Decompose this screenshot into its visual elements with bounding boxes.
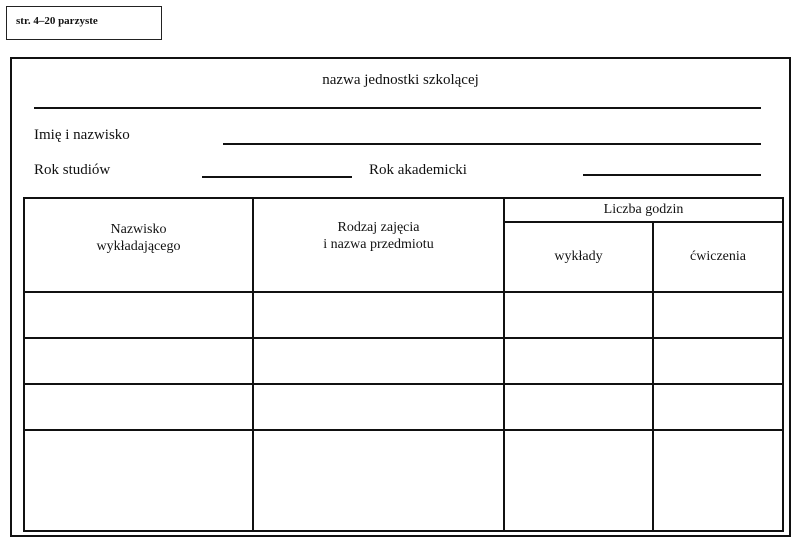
table-row bbox=[24, 338, 783, 384]
exercises-cell[interactable] bbox=[653, 338, 783, 384]
table-row bbox=[24, 384, 783, 430]
lecturer-cell[interactable] bbox=[24, 292, 253, 338]
course-cell[interactable] bbox=[253, 338, 504, 384]
lectures-cell[interactable] bbox=[504, 384, 653, 430]
course-header bbox=[253, 198, 504, 292]
hours-header: Liczba godzin bbox=[504, 198, 783, 222]
course-cell[interactable] bbox=[253, 430, 504, 531]
exercises-cell[interactable] bbox=[653, 384, 783, 430]
lectures-cell[interactable] bbox=[504, 338, 653, 384]
course-header-line2: i nazwa przedmiotu bbox=[323, 237, 434, 252]
academic-year-line[interactable] bbox=[583, 174, 761, 176]
academic-year-label: Rok akademicki bbox=[369, 162, 467, 178]
exercises-header: ćwiczenia bbox=[653, 222, 783, 292]
lecturer-header-line1: Nazwisko bbox=[110, 222, 167, 237]
year-line[interactable] bbox=[202, 176, 352, 178]
name-line[interactable] bbox=[223, 143, 761, 145]
name-label: Imię i nazwisko bbox=[34, 127, 130, 143]
page-label bbox=[6, 6, 162, 40]
courses-table bbox=[23, 197, 784, 532]
table-row bbox=[24, 430, 783, 531]
exercises-cell[interactable] bbox=[653, 430, 783, 531]
exercises-cell[interactable] bbox=[653, 292, 783, 338]
page-label-text: str. 4–20 parzyste bbox=[16, 15, 98, 27]
year-label: Rok studiów bbox=[34, 162, 111, 178]
course-header-line1: Rodzaj zajęcia bbox=[337, 220, 420, 235]
lecturer-cell[interactable] bbox=[24, 430, 253, 531]
unit-name-label: nazwa jednostki szkolącej bbox=[322, 72, 479, 88]
course-cell[interactable] bbox=[253, 292, 504, 338]
unit-name-line[interactable] bbox=[34, 107, 761, 109]
lectures-cell[interactable] bbox=[504, 430, 653, 531]
table-row bbox=[24, 292, 783, 338]
form-frame bbox=[10, 57, 791, 537]
lectures-header: wykłady bbox=[504, 222, 653, 292]
lecturer-header bbox=[24, 198, 253, 292]
lectures-cell[interactable] bbox=[504, 292, 653, 338]
lecturer-header-line2: wykładającego bbox=[96, 239, 181, 254]
lecturer-cell[interactable] bbox=[24, 384, 253, 430]
course-cell[interactable] bbox=[253, 384, 504, 430]
lecturer-cell[interactable] bbox=[24, 338, 253, 384]
